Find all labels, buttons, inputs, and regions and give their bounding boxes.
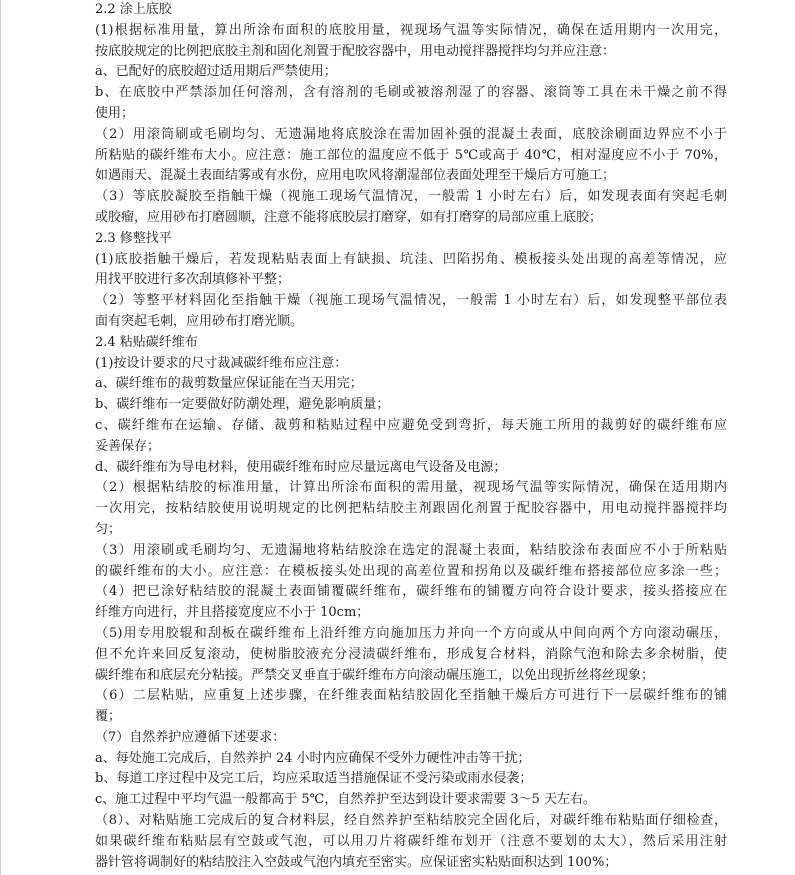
text-line: （7）自然养护应遵循下述要求：: [95, 729, 286, 745]
text-line: （3）用滚刷或毛刷均匀、无遗漏地将粘结胶涂在选定的混凝土表面，粘结胶涂布表面应不小于所粘贴: [95, 542, 727, 558]
text-line: 如遇雨天、混凝土表面结雾或有水份，应用电吹风将潮湿部位表面处理至干燥后方可施工；: [95, 168, 616, 184]
text-line: a、碳纤维布的裁剪数量应保证能在当天用完；: [95, 376, 363, 392]
text-line: b、碳纤维布一定要做好防潮处理，避免影响质量；: [95, 397, 390, 413]
text-line: d、碳纤维布为导电材料，使用碳纤维布时应尽量远离电气设备及电源；: [95, 459, 507, 475]
text-line: b、在底胶中严禁添加任何溶剂，含有溶剂的毛刷或被溶剂湿了的容器、滚筒等工具在未干燥之前不得: [95, 85, 727, 101]
text-line: 按底胶规定的比例把底胶主剂和固化剂置于配胶容器中，用电动搅拌器搅拌均匀并应注意：: [95, 43, 616, 59]
text-line: 器针管将调制好的粘结胶注入空鼓或气泡内填充至密实。应保证密实粘贴面积达到 100%；: [95, 854, 618, 870]
text-line: 但不允许来回反复滚动，使树脂胶液充分浸渍碳纤维布，形成复合材料，消除气泡和除去多余树脂，使: [95, 646, 727, 662]
text-line: c、施工过程中平均气温一般都高于 5℃，自然养护至达到设计要求需要 3～5 天左右。: [95, 792, 597, 808]
text-line: (1)底胶指触干燥后，若发现粘贴表面上有缺损、坑洼、凹陷拐角、模板接头处出现的高差等情况，应: [95, 251, 727, 267]
text-line: （3）等底胶凝胶至指触干燥（视施工现场气温情况，一般需 1 小时左右）后，如发现表面有突起毛刺: [95, 189, 727, 205]
text-line: 面有突起毛刺，应用砂布打磨光顺。: [95, 313, 304, 329]
text-line: a、已配好的底胶超过适用期后严禁使用；: [95, 64, 337, 80]
text-line: （6）二层粘贴，应重复上述步骤，在纤维表面粘结胶固化至指触干燥后方可进行下一层碳纤维布的铺: [95, 688, 727, 704]
text-line: 2.2 涂上底胶: [95, 2, 172, 17]
text-line: (1)根据标准用量，算出所涂布面积的底胶用量，视现场气温等实际情况，确保在适用期内一次用完，: [95, 22, 727, 38]
text-line: 一次用完，按粘结胶使用说明规定的比例把粘结胶主剂跟固化剂置于配胶容器中，用电动搅拌器搅拌均: [95, 501, 727, 517]
text-line: 用找平胶进行多次刮填修补平整；: [95, 272, 291, 288]
text-line: 的碳纤维布的大小。应注意：在模板接头处出现的高差位置和拐角以及碳纤维布搭接部位应多涂一些；: [95, 563, 727, 579]
text-line: （5)用专用胶辊和刮板在碳纤维布上沿纤维方向施加压力并向一个方向或从中间向两个方向滚动碾压，: [95, 625, 727, 641]
text-line: 如果碳纤维布粘贴层有空鼓或气泡，可以用刀片将碳纤维布划开（注意不要划的太大），然后采用注射: [95, 833, 727, 849]
page-left-edge: [0, 0, 1, 875]
text-line: 或胶瘤，应用砂布打磨圆顺，注意不能将底胶层打磨穿，如有打磨穿的局部应重上底胶；: [95, 209, 603, 225]
text-line: c、碳纤维布在运输、存储、裁剪和粘贴过程中应避免受到弯折，每天施工所用的裁剪好的碳纤维布应: [95, 417, 727, 433]
text-line: （2）用滚筒刷或毛刷均匀、无遗漏地将底胶涂在需加固补强的混凝土表面，底胶涂刷面边界应不小于: [95, 126, 727, 142]
text-line: 碳纤维布和底层充分粘接。严禁交叉垂直于碳纤维布方向滚动碾压施工，以免出现折丝将丝现象；: [95, 667, 655, 683]
text-line: 2.3 修整找平: [95, 230, 172, 246]
text-line: b、每道工序过程中及完工后，均应采取适当措施保证不受污染或雨水侵袭；: [95, 771, 533, 787]
text-line: 匀；: [95, 521, 122, 537]
text-line: 使用；: [95, 105, 135, 121]
text-line: 妥善保存；: [95, 438, 161, 454]
text-line: （2）等整平材料固化至指触干燥（视施工现场气温情况，一般需 1 小时左右）后，如发现整平部位表: [95, 293, 727, 309]
text-line: （4）把已涂好粘结胶的混凝土表面铺覆碳纤维布，碳纤维布的铺覆方向符合设计要求，接头搭接应在: [95, 584, 727, 600]
text-line: a、每处施工完成后，自然养护 24 小时内应确保不受外力硬性冲击等干扰；: [95, 750, 531, 766]
text-line: 所粘贴的碳纤维布大小。应注意：施工部位的温度应不低于 5℃或高于 40℃，相对湿度应不小于 70%，: [95, 147, 727, 163]
text-line: 覆；: [95, 709, 122, 725]
document-body: [95, 0, 727, 873]
text-line: （8）、对粘贴施工完成后的复合材料层，经自然养护至粘结胶完全固化后，对碳纤维布粘贴面仔细检查，: [95, 813, 727, 829]
text-line: （2）根据粘结胶的标准用量，计算出所涂布面积的需用量，视现场气温等实际情况，确保在适用期内: [95, 480, 727, 496]
text-line: (1)按设计要求的尺寸裁减碳纤维布应注意：: [95, 355, 348, 371]
text-line: 2.4 粘贴碳纤维布: [95, 334, 198, 350]
text-line: 纤维方向进行，并且搭接宽度应不小于 10cm；: [95, 605, 370, 621]
